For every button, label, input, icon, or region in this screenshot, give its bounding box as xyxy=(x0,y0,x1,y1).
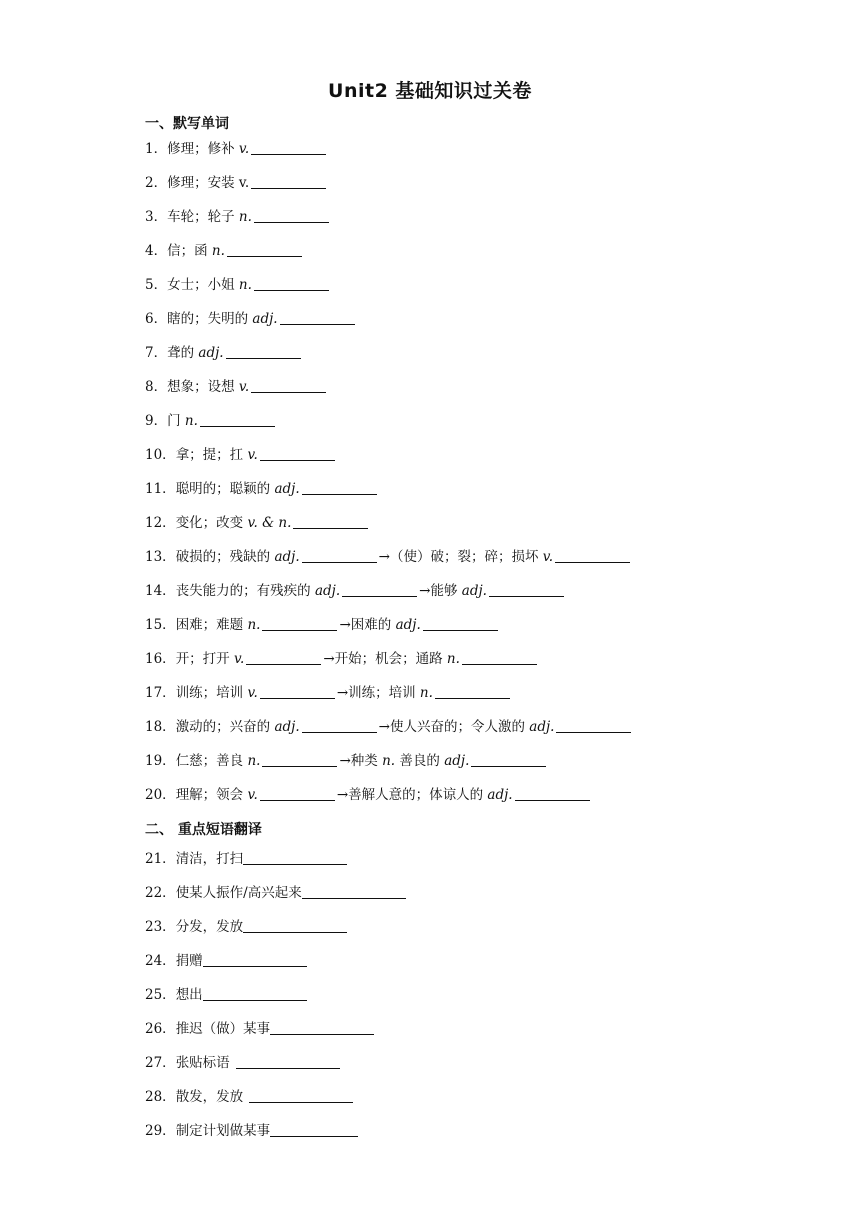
answer-blank[interactable] xyxy=(249,1088,353,1103)
answer-blank[interactable] xyxy=(515,786,590,801)
list-item: 5．女士；小姐 n. xyxy=(145,275,331,295)
answer-blank[interactable] xyxy=(489,582,564,597)
answer-blank[interactable] xyxy=(302,480,377,495)
list-item: 7．聋的 adj. xyxy=(145,343,303,363)
answer-blank[interactable] xyxy=(254,208,329,223)
answer-blank[interactable] xyxy=(302,884,406,899)
list-item: 22．使某人振作/高兴起来 xyxy=(145,883,408,903)
list-item: 10．拿；提；扛 v. xyxy=(145,445,337,465)
list-item: 16．开；打开 v. →开始；机会；通路 n. xyxy=(145,649,539,669)
list-item: 23．分发，发放 xyxy=(145,917,349,937)
answer-blank[interactable] xyxy=(302,718,377,733)
answer-blank[interactable] xyxy=(260,786,335,801)
answer-blank[interactable] xyxy=(280,310,355,325)
answer-blank[interactable] xyxy=(270,1020,374,1035)
page-title: Unit2 基础知识过关卷 xyxy=(328,80,532,102)
list-item: 24．捐赠 xyxy=(145,951,309,971)
section-heading-phrase-translation: 二、 重点短语翻译 xyxy=(145,822,262,838)
list-item: 11．聪明的；聪颖的 adj. xyxy=(145,479,379,499)
list-item: 3．车轮；轮子 n. xyxy=(145,207,331,227)
answer-blank[interactable] xyxy=(254,276,329,291)
list-item: 1．修理；修补 v. xyxy=(145,139,328,159)
answer-blank[interactable] xyxy=(260,684,335,699)
answer-blank[interactable] xyxy=(293,514,368,529)
answer-blank[interactable] xyxy=(243,850,347,865)
answer-blank[interactable] xyxy=(251,140,326,155)
answer-blank[interactable] xyxy=(260,446,335,461)
list-item: 19．仁慈；善良 n. →种类 n. 善良的 adj. xyxy=(145,751,548,771)
answer-blank[interactable] xyxy=(243,918,347,933)
answer-blank[interactable] xyxy=(200,412,275,427)
list-item: 26．推迟（做）某事 xyxy=(145,1019,376,1039)
list-item: 29．制定计划做某事 xyxy=(145,1121,360,1141)
answer-blank[interactable] xyxy=(423,616,498,631)
answer-blank[interactable] xyxy=(226,344,301,359)
list-item: 20．理解；领会 v. →善解人意的；体谅人的 adj. xyxy=(145,785,592,805)
list-item: 27．张贴标语 xyxy=(145,1053,342,1073)
list-item: 28．散发，发放 xyxy=(145,1087,355,1107)
list-item: 15．困难；难题 n. →困难的 adj. xyxy=(145,615,500,635)
answer-blank[interactable] xyxy=(262,752,337,767)
list-item: 4．信；函 n. xyxy=(145,241,304,261)
section-heading-word-dictation: 一、默写单词 xyxy=(145,116,229,132)
answer-blank[interactable] xyxy=(246,650,321,665)
answer-blank[interactable] xyxy=(270,1122,358,1137)
list-item: 2．修理；安装 v. xyxy=(145,173,328,193)
answer-blank[interactable] xyxy=(462,650,537,665)
list-item: 13．破损的；残缺的 adj. →（使）破；裂；碎；损坏 v. xyxy=(145,547,632,567)
list-item: 12．变化；改变 v. & n. xyxy=(145,513,370,533)
answer-blank[interactable] xyxy=(227,242,302,257)
answer-blank[interactable] xyxy=(556,718,631,733)
answer-blank[interactable] xyxy=(251,174,326,189)
list-item: 18．激动的；兴奋的 adj. →使人兴奋的；令人激的 adj. xyxy=(145,717,633,737)
answer-blank[interactable] xyxy=(236,1054,340,1069)
list-item: 25．想出 xyxy=(145,985,309,1005)
answer-blank[interactable] xyxy=(342,582,417,597)
list-item: 17．训练；培训 v. →训练；培训 n. xyxy=(145,683,512,703)
answer-blank[interactable] xyxy=(262,616,337,631)
list-item: 6．瞎的；失明的 adj. xyxy=(145,309,357,329)
answer-blank[interactable] xyxy=(471,752,546,767)
list-item: 9．门 n. xyxy=(145,411,277,431)
list-item: 8．想象；设想 v. xyxy=(145,377,328,397)
answer-blank[interactable] xyxy=(203,952,307,967)
answer-blank[interactable] xyxy=(435,684,510,699)
answer-blank[interactable] xyxy=(302,548,377,563)
list-item: 21．清洁，打扫 xyxy=(145,849,349,869)
answer-blank[interactable] xyxy=(203,986,307,1001)
answer-blank[interactable] xyxy=(251,378,326,393)
list-item: 14．丧失能力的；有残疾的 adj. →能够 adj. xyxy=(145,581,566,601)
answer-blank[interactable] xyxy=(555,548,630,563)
